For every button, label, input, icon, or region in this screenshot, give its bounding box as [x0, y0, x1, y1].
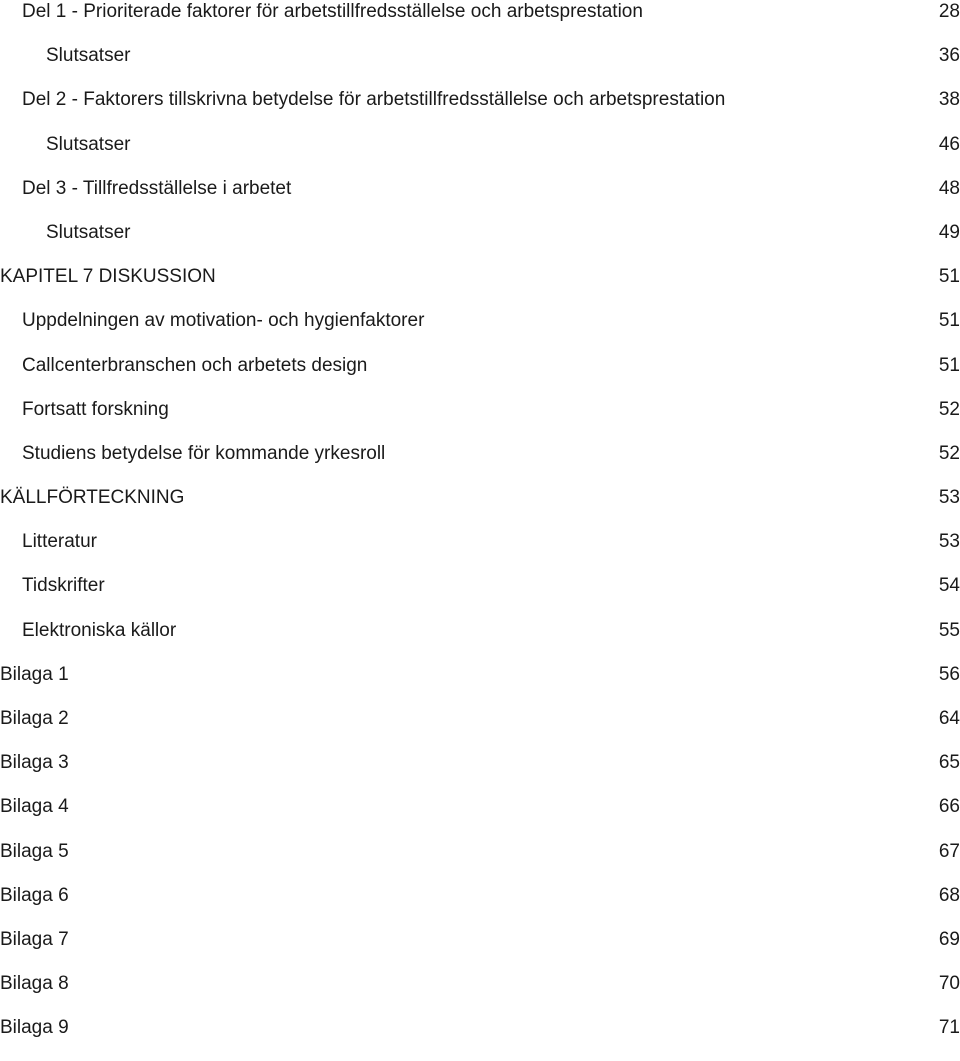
toc-entry-page: 52	[938, 398, 960, 420]
toc-entry-title: Slutsatser	[46, 45, 131, 67]
toc-entry-title: Del 3 - Tillfredsställelse i arbetet	[22, 177, 292, 199]
toc-entry[interactable]	[0, 574, 960, 618]
toc-entry-title: Bilaga 8	[0, 973, 69, 995]
toc-entry-page: 70	[938, 973, 960, 995]
toc-entry[interactable]	[0, 354, 960, 398]
toc-entry-title: Del 1 - Prioriterade faktorer för arbetstillfredsställelse och arbetsprestation	[22, 1, 643, 22]
toc-entry[interactable]	[0, 1016, 960, 1060]
toc-entry-title: Bilaga 4	[0, 796, 69, 818]
toc-entry[interactable]	[0, 619, 960, 663]
toc-entry[interactable]	[0, 44, 960, 88]
toc-entry[interactable]	[0, 972, 960, 1016]
toc-entry[interactable]	[0, 398, 960, 442]
toc-entry-page: 36	[938, 45, 960, 67]
toc-entry-title: Uppdelningen av motivation- och hygienfaktorer	[22, 310, 425, 332]
toc-entry-title: KAPITEL 7 DISKUSSION	[0, 266, 216, 288]
toc-entry-title: Bilaga 1	[0, 663, 69, 685]
toc-entry-page: 64	[938, 708, 960, 729]
toc-entry[interactable]	[0, 133, 960, 177]
toc-entry-title: Bilaga 3	[0, 752, 69, 774]
toc-entry-title: Litteratur	[22, 531, 97, 553]
toc-entry[interactable]	[0, 486, 960, 530]
toc-entry-page: 53	[938, 531, 960, 553]
toc-entry-title: Bilaga 6	[0, 884, 69, 906]
toc-entry-page: 53	[938, 487, 960, 509]
toc-entry-page: 69	[938, 928, 960, 950]
toc-entry-page: 56	[938, 663, 960, 685]
toc-entry-title: Elektroniska källor	[22, 619, 177, 641]
toc-entry[interactable]	[0, 442, 960, 486]
toc-entry-page: 71	[938, 1017, 960, 1039]
toc-entry-page: 28	[938, 1, 960, 22]
toc-entry-page: 51	[938, 354, 960, 376]
toc-entry[interactable]	[0, 221, 960, 265]
toc-entry-page: 46	[938, 133, 960, 155]
toc-entry[interactable]	[0, 177, 960, 221]
toc-entry-title: Bilaga 5	[0, 840, 69, 862]
toc-entry-page: 68	[938, 884, 960, 906]
toc-entry-page: 55	[938, 619, 960, 641]
toc-entry-title: Slutsatser	[46, 133, 131, 155]
toc-entry[interactable]	[0, 663, 960, 707]
toc-entry-page: 66	[938, 796, 960, 818]
toc-entry-page: 52	[938, 442, 960, 464]
toc-entry-title: Bilaga 7	[0, 928, 69, 950]
toc-entry[interactable]	[0, 0, 960, 44]
toc-entry-title: Bilaga 9	[0, 1017, 69, 1039]
toc-entry-page: 48	[938, 177, 960, 199]
toc-entry-title: Tidskrifter	[22, 575, 105, 597]
toc-entry[interactable]	[0, 707, 960, 751]
toc-entry-title: Slutsatser	[46, 221, 131, 243]
toc-entry-title: Del 2 - Faktorers tillskrivna betydelse för arbetstillfredsställelse och arbetsprestation	[22, 89, 726, 111]
toc-entry-page: 38	[938, 89, 960, 111]
toc-entry[interactable]	[0, 265, 960, 309]
toc-entry[interactable]	[0, 840, 960, 884]
toc-entry-title: Callcenterbranschen och arbetets design	[22, 354, 368, 376]
toc-entry[interactable]	[0, 751, 960, 795]
toc-entry[interactable]	[0, 928, 960, 972]
toc-entry-title: Fortsatt forskning	[22, 398, 169, 420]
toc-entry[interactable]	[0, 884, 960, 928]
toc-entry-page: 65	[938, 752, 960, 774]
toc-entry-title: KÄLLFÖRTECKNING	[0, 487, 185, 509]
toc-entry[interactable]	[0, 530, 960, 574]
toc-entry-page: 54	[938, 575, 960, 597]
toc-entry-page: 51	[938, 266, 960, 288]
toc-entry-page: 49	[938, 221, 960, 243]
toc-entry-title: Studiens betydelse för kommande yrkesroll	[22, 442, 386, 464]
toc-entry[interactable]	[0, 88, 960, 132]
toc-entry-title: Bilaga 2	[0, 708, 69, 729]
toc-entry-page: 67	[938, 840, 960, 862]
toc-entry-page: 51	[938, 310, 960, 332]
toc-entry[interactable]	[0, 795, 960, 839]
toc-entry[interactable]	[0, 309, 960, 353]
